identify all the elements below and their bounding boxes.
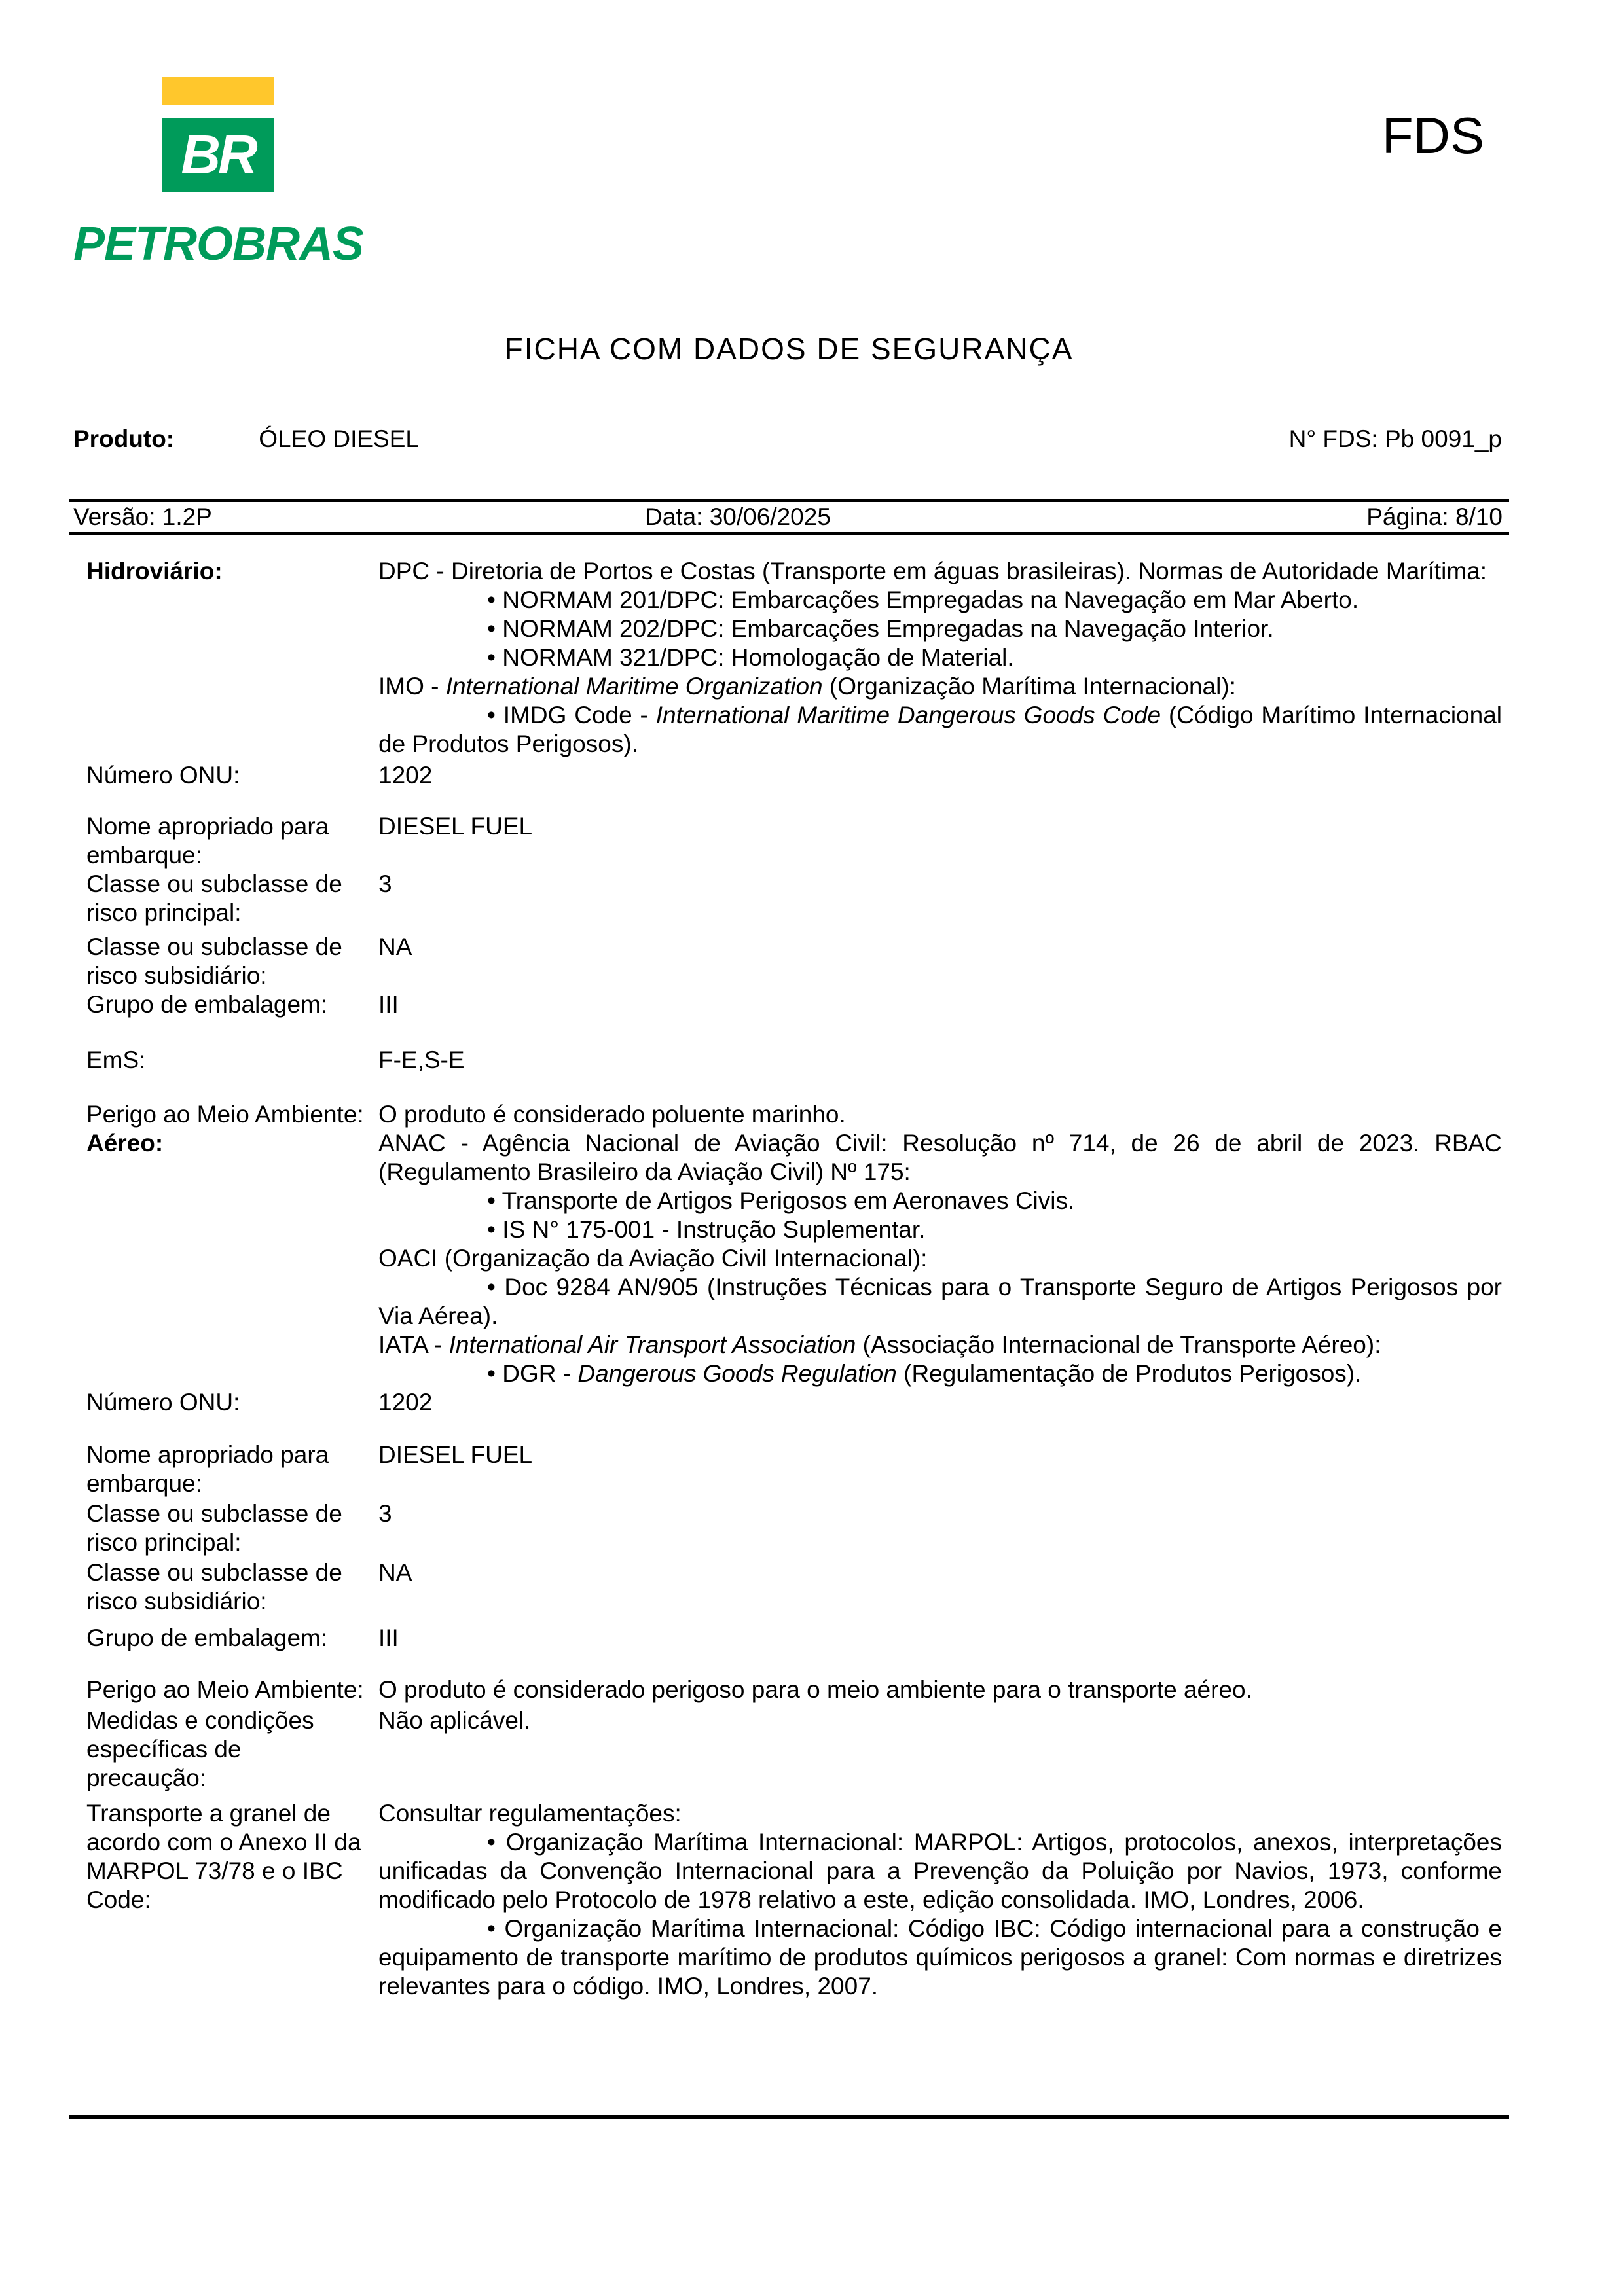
medidas-precaucao-label: Medidas e condições específicas de precaução: [86,1707,314,1791]
version-bar [69,499,1509,535]
medidas-precaucao-value [378,1706,1502,1735]
aereo-label: Aéreo: [86,1130,164,1157]
table-row-classe-risco-subsidiario-1 [69,933,1502,990]
classe-risco-subsidiario-1-paragraph [378,933,1502,961]
text-segment: OACI (Organização da Aviação Civil Internacional): [378,1245,928,1272]
page-number-label: Página: 8/10 [1366,503,1503,530]
aereo-paragraph [378,1187,1502,1215]
text-segment: F-E,S-E [378,1047,465,1073]
text-segment: 3 [378,870,392,897]
nome-embarque-1-value [378,812,1502,841]
product-row [73,425,1502,453]
numero-onu-2-label: Número ONU: [86,1389,240,1416]
nome-embarque-2-label: Nome apropriado para embarque: [86,1441,329,1497]
text-segment: III [378,1624,399,1651]
grupo-embalagem-2-value [378,1624,1502,1653]
table-row-numero-onu-1 [69,761,1502,790]
hidroviario-paragraph [378,672,1502,701]
grupo-embalagem-1-value [378,990,1502,1019]
text-segment: (Organização Marítima Internacional): [822,673,1236,700]
classe-risco-subsidiario-2-paragraph [378,1558,1502,1587]
text-segment: IATA - [378,1331,449,1358]
text-segment: 1202 [378,762,433,789]
text-segment: NA [378,1559,412,1586]
text-segment: (Regulamentação de Produtos Perigosos). [896,1360,1362,1387]
table-row-hidroviario [69,557,1502,759]
date-label: Data: 30/06/2025 [645,503,831,530]
transporte-granel-label: Transporte a granel de acordo com o Anexo II da MARPOL 73/78 e o IBC Code: [86,1800,361,1913]
classe-risco-subsidiario-1-value [378,933,1502,961]
product-label: Produto: [73,425,175,452]
transporte-granel-paragraph [378,1914,1502,2001]
hidroviario-value [378,557,1502,759]
doc-type-label: FDS [1382,107,1484,164]
classe-risco-principal-2-label: Classe ou subclasse de risco principal: [86,1500,342,1556]
italic-text-segment: Dangerous Goods Regulation [577,1360,897,1387]
text-segment: • Organização Marítima Internacional: Código IBC: Código internacional para a construção e equipamento de transporte marítimo de produtos químicos perigosos a granel: Com normas e diretrizes relevantes para o código. IMO, Londres, 2007. [378,1915,1502,2000]
aereo-paragraph [378,1359,1502,1388]
transporte-granel-value [378,1799,1502,2001]
table-row-transporte-granel [69,1799,1502,2001]
grupo-embalagem-1-paragraph [378,990,1502,1019]
text-segment: • DGR - [487,1360,578,1387]
table-row-perigo-meio-ambiente-1 [69,1100,1502,1129]
grupo-embalagem-2-label: Grupo de embalagem: [86,1624,328,1651]
perigo-meio-ambiente-2-label: Perigo ao Meio Ambiente: [86,1676,364,1703]
text-segment: ANAC - Agência Nacional de Aviação Civil: Resolução nº 714, de 26 de abril de 2023. RBAC (Regulamento Brasileiro da Aviação Civil) Nº 175: [378,1130,1502,1185]
product-value: ÓLEO DIESEL [259,425,419,452]
text-segment: 1202 [378,1389,433,1416]
nome-embarque-2-paragraph [378,1441,1502,1469]
table-row-nome-embarque-1 [69,812,1502,870]
ems-label: EmS: [86,1047,146,1073]
classe-risco-principal-2-value [378,1499,1502,1528]
text-segment: • NORMAM 321/DPC: Homologação de Material. [487,644,1014,671]
aereo-paragraph [378,1244,1502,1273]
nome-embarque-2-value [378,1441,1502,1469]
classe-risco-subsidiario-1-label: Classe ou subclasse de risco subsidiário: [86,933,342,989]
transporte-granel-paragraph [378,1828,1502,1914]
classe-risco-subsidiario-2-value [378,1558,1502,1587]
table-row-classe-risco-subsidiario-2 [69,1558,1502,1616]
text-segment: • IS N° 175-001 - Instrução Suplementar. [487,1216,926,1243]
table-row-classe-risco-principal-2 [69,1499,1502,1557]
version-label: Versão: 1.2P [73,503,212,530]
text-segment: • NORMAM 201/DPC: Embarcações Empregadas na Navegação em Mar Aberto. [487,586,1359,613]
classe-risco-principal-1-value [378,870,1502,899]
grupo-embalagem-1-label: Grupo de embalagem: [86,991,328,1018]
text-segment: • Organização Marítima Internacional: MARPOL: Artigos, protocolos, anexos, interpretações unificadas da Convenção Internacional para a Prevenção da Poluição por Navios, 1973, conforme modificado pelo Protocolo de 1978 relativo a este, edição consolidada. IMO, Londres, 2006. [378,1829,1502,1913]
classe-risco-subsidiario-2-label: Classe ou subclasse de risco subsidiário: [86,1559,342,1615]
petrobras-logo-yellow-bar [162,77,274,105]
numero-onu-1-value [378,761,1502,790]
fds-number: N° FDS: Pb 0091_p [1288,425,1502,452]
text-segment: O produto é considerado poluente marinho. [378,1101,846,1128]
perigo-meio-ambiente-2-value [378,1676,1502,1704]
text-segment: DIESEL FUEL [378,1441,533,1468]
text-segment: NA [378,933,412,960]
perigo-meio-ambiente-1-value [378,1100,1502,1129]
grupo-embalagem-2-paragraph [378,1624,1502,1653]
version-bar-inner [69,502,1509,532]
text-segment: • IMDG Code - [487,702,656,728]
italic-text-segment: International Maritime Organization [445,673,823,700]
br-logo-icon: BR [181,124,255,185]
classe-risco-principal-1-label: Classe ou subclasse de risco principal: [86,870,342,926]
text-segment: DPC - Diretoria de Portos e Costas (Transporte em águas brasileiras). Normas de Autoridade Marítima: [378,558,1487,584]
aereo-value [378,1129,1502,1388]
text-segment: O produto é considerado perigoso para o meio ambiente para o transporte aéreo. [378,1676,1252,1703]
text-segment: 3 [378,1500,392,1527]
text-segment: • Transporte de Artigos Perigosos em Aeronaves Civis. [487,1187,1075,1214]
table-row-nome-embarque-2 [69,1441,1502,1498]
transport-info-table [69,553,1502,2001]
hidroviario-paragraph [378,615,1502,643]
perigo-meio-ambiente-2-paragraph [378,1676,1502,1704]
text-segment: (Código Marítimo Internacional de Produtos Perigosos). [378,702,1502,757]
aereo-paragraph [378,1273,1502,1331]
numero-onu-1-paragraph [378,761,1502,790]
ems-paragraph [378,1046,1502,1075]
page-title: FICHA COM DADOS DE SEGURANÇA [504,332,1074,366]
table-row-ems [69,1046,1502,1075]
table-row-grupo-embalagem-1 [69,990,1502,1019]
italic-text-segment: International Maritime Dangerous Goods Code [655,702,1161,728]
numero-onu-2-value [378,1388,1502,1417]
text-segment: DIESEL FUEL [378,813,533,840]
ems-value [378,1046,1502,1075]
table-row-aereo [69,1129,1502,1388]
table-row-numero-onu-2 [69,1388,1502,1417]
text-segment: (Associação Internacional de Transporte Aéreo): [856,1331,1381,1358]
table-row-classe-risco-principal-1 [69,870,1502,927]
table-row-perigo-meio-ambiente-2 [69,1676,1502,1704]
text-segment: IMO - [378,673,446,700]
text-segment: III [378,991,399,1018]
hidroviario-label: Hidroviário: [86,558,223,584]
petrobras-logo-green-square [162,118,274,192]
hidroviario-paragraph [378,557,1502,586]
numero-onu-1-label: Número ONU: [86,762,240,789]
hidroviario-paragraph [378,701,1502,759]
numero-onu-2-paragraph [378,1388,1502,1417]
italic-text-segment: International Air Transport Association [448,1331,856,1358]
medidas-precaucao-paragraph [378,1706,1502,1735]
text-segment: • Doc 9284 AN/905 (Instruções Técnicas para o Transporte Seguro de Artigos Perigosos por Via Aérea). [378,1274,1502,1329]
hidroviario-paragraph [378,586,1502,615]
aereo-paragraph [378,1215,1502,1244]
nome-embarque-1-label: Nome apropriado para embarque: [86,813,329,869]
classe-risco-principal-2-paragraph [378,1499,1502,1528]
aereo-paragraph [378,1129,1502,1187]
aereo-paragraph [378,1331,1502,1359]
nome-embarque-1-paragraph [378,812,1502,841]
perigo-meio-ambiente-1-paragraph [378,1100,1502,1129]
classe-risco-principal-1-paragraph [378,870,1502,899]
perigo-meio-ambiente-1-label: Perigo ao Meio Ambiente: [86,1101,364,1128]
table-row-medidas-precaucao [69,1706,1502,1793]
table-row-grupo-embalagem-2 [69,1624,1502,1653]
hidroviario-paragraph [378,643,1502,672]
transporte-granel-paragraph [378,1799,1502,1828]
text-segment: • NORMAM 202/DPC: Embarcações Empregadas na Navegação Interior. [487,615,1274,642]
text-segment: Não aplicável. [378,1707,531,1734]
text-segment: Consultar regulamentações: [378,1800,682,1827]
bottom-rule-divider [69,2115,1509,2119]
petrobras-wordmark: PETROBRAS [73,218,364,270]
